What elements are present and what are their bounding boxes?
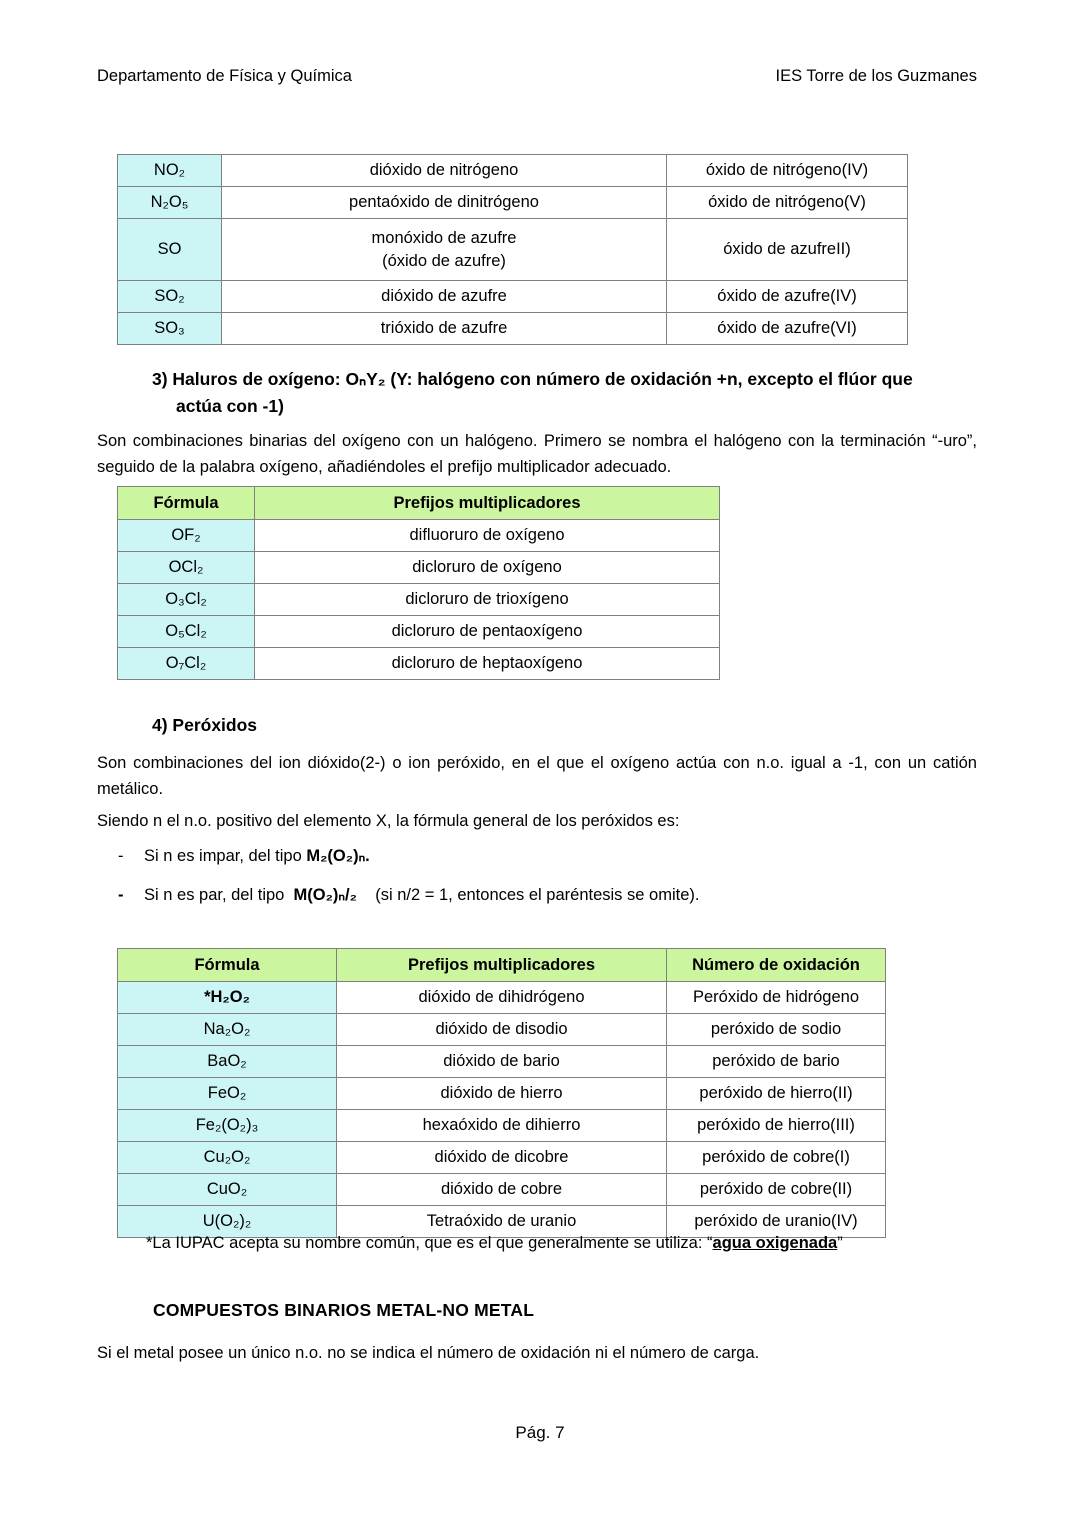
col-header-formula: Fórmula (118, 949, 337, 982)
cell-prefijos: hexaóxido de dihierro (337, 1110, 667, 1142)
table-row (118, 1078, 886, 1110)
cell-formula: Na₂O₂ (118, 1014, 337, 1046)
cell-prefijos: difluoruro de oxígeno (255, 520, 720, 552)
cell-prefijos: dicloruro de trioxígeno (255, 584, 720, 616)
table-row (118, 552, 720, 584)
table-row (118, 313, 908, 345)
bullet-item-odd (118, 843, 370, 869)
cell-prefijos: dicloruro de heptaoxígeno (255, 648, 720, 680)
footnote-text-before: *La IUPAC acepta su nombre común, que es el que generalmente se utiliza: “ (146, 1234, 713, 1252)
section-4-paragraph-2: Siendo n el n.o. positivo del elemento X, la fórmula general de los peróxidos es: (97, 812, 680, 830)
table-row (118, 1110, 886, 1142)
cell-formula: OCl₂ (118, 552, 255, 584)
table-row (118, 584, 720, 616)
cell-formula: SO₂ (118, 281, 222, 313)
header-school: IES Torre de los Guzmanes (775, 67, 977, 85)
cell-formula: Cu₂O₂ (118, 1142, 337, 1174)
cell-formula: SO (118, 219, 222, 281)
bullet-text: Si n es impar, del tipo (144, 847, 307, 865)
bullet-tail: (si n/2 = 1, entonces el paréntesis se omite). (356, 886, 700, 904)
cell-formula: SO₃ (118, 313, 222, 345)
table-row (118, 1174, 886, 1206)
cell-formula: FeO₂ (118, 1078, 337, 1110)
table-row (118, 616, 720, 648)
cell-prefijos: dióxido de dicobre (337, 1142, 667, 1174)
bullet-formula: M(O₂)ₙ/₂ (293, 886, 357, 904)
table-row (118, 1014, 886, 1046)
oxides-table (117, 154, 908, 345)
table-row (118, 281, 908, 313)
section-3-heading-line1: 3) Haluros de oxígeno: OₙY₂ (Y: halógeno con número de oxidación +n, excepto el flúor que (152, 369, 913, 389)
cell-prefijos: Tetraóxido de uranio (337, 1206, 667, 1238)
bullet-dash: - (118, 847, 124, 865)
cell-prefijos-line1: monóxido de azufre (371, 228, 517, 247)
section-5-title: COMPUESTOS BINARIOS METAL-NO METAL (153, 1300, 535, 1320)
table-row (118, 155, 908, 187)
cell-prefijos: dióxido de disodio (337, 1014, 667, 1046)
cell-prefijos: pentaóxido de dinitrógeno (222, 187, 667, 219)
cell-prefijos: dióxido de bario (337, 1046, 667, 1078)
cell-formula: N₂O₅ (118, 187, 222, 219)
cell-oxidacion: peróxido de uranio(IV) (667, 1206, 886, 1238)
cell-formula: Fe₂(O₂)₃ (118, 1110, 337, 1142)
table-header-row (118, 949, 886, 982)
col-header-prefijos: Prefijos multiplicadores (337, 949, 667, 982)
cell-oxidacion: peróxido de cobre(II) (667, 1174, 886, 1206)
cell-oxidacion: peróxido de cobre(I) (667, 1142, 886, 1174)
bullet-formula: M₂(O₂)ₙ. (306, 847, 370, 865)
cell-prefijos: dióxido de dihidrógeno (337, 982, 667, 1014)
section-3-paragraph: Son combinaciones binarias del oxígeno con un halógeno. Primero se nombra el halógeno con la terminación “-uro”, seguido de la palabra oxígeno, añadiéndoles el prefijo multiplicador adecuado. (97, 432, 977, 476)
section-4-paragraph-1: Son combinaciones del ion dióxido(2-) o ion peróxido, en el que el oxígeno actúa con n.o. igual a -1, con un catión metálico. (97, 754, 977, 798)
col-header-formula: Fórmula (118, 487, 255, 520)
section-4-heading: 4) Peróxidos (152, 715, 258, 735)
cell-formula: U(O₂)₂ (118, 1206, 337, 1238)
footnote-emphasis: agua oxigenada (712, 1234, 838, 1252)
cell-prefijos: dióxido de cobre (337, 1174, 667, 1206)
peroxides-table (117, 948, 886, 1238)
cell-stock: óxido de nitrógeno(IV) (667, 155, 908, 187)
page-number-footer: Pág. 7 (515, 1423, 565, 1442)
table-row (118, 1046, 886, 1078)
cell-prefijos: dióxido de hierro (337, 1078, 667, 1110)
col-header-oxidacion: Número de oxidación (667, 949, 886, 982)
cell-prefijos: dicloruro de pentaoxígeno (255, 616, 720, 648)
col-header-prefijos: Prefijos multiplicadores (255, 487, 720, 520)
section-5-paragraph: Si el metal posee un único n.o. no se indica el número de oxidación ni el número de carga. (97, 1344, 760, 1362)
table-row (118, 520, 720, 552)
cell-prefijos-line2: (óxido de azufre) (382, 251, 506, 270)
cell-formula: *H₂O₂ (118, 982, 337, 1014)
bullet-text: Si n es par, del tipo (144, 886, 294, 904)
cell-formula: CuO₂ (118, 1174, 337, 1206)
cell-oxidacion: Peróxido de hidrógeno (667, 982, 886, 1014)
cell-formula: O₃Cl₂ (118, 584, 255, 616)
footnote-text-after: ” (837, 1234, 843, 1252)
section-3-heading (152, 366, 982, 420)
bullet-dash: - (118, 886, 124, 904)
cell-formula: BaO₂ (118, 1046, 337, 1078)
cell-formula: O₅Cl₂ (118, 616, 255, 648)
cell-prefijos: dicloruro de oxígeno (255, 552, 720, 584)
cell-oxidacion: peróxido de sodio (667, 1014, 886, 1046)
cell-oxidacion: peróxido de bario (667, 1046, 886, 1078)
cell-prefijos: dióxido de nitrógeno (222, 155, 667, 187)
cell-stock: óxido de azufre(VI) (667, 313, 908, 345)
cell-prefijos (222, 219, 667, 281)
cell-formula: NO₂ (118, 155, 222, 187)
cell-prefijos: trióxido de azufre (222, 313, 667, 345)
section-3-heading-line2: actúa con -1) (176, 396, 284, 416)
table-row (118, 187, 908, 219)
cell-stock: óxido de nitrógeno(V) (667, 187, 908, 219)
iupac-footnote (146, 1231, 843, 1255)
cell-prefijos: dióxido de azufre (222, 281, 667, 313)
cell-stock: óxido de azufre(IV) (667, 281, 908, 313)
cell-formula: OF₂ (118, 520, 255, 552)
table-header-row (118, 487, 720, 520)
document-header (97, 66, 977, 86)
table-row (118, 648, 720, 680)
haluros-table (117, 486, 720, 680)
cell-oxidacion: peróxido de hierro(II) (667, 1078, 886, 1110)
header-department: Departamento de Física y Química (97, 67, 352, 85)
table-row (118, 1142, 886, 1174)
table-row (118, 982, 886, 1014)
cell-formula: O₇Cl₂ (118, 648, 255, 680)
cell-oxidacion: peróxido de hierro(III) (667, 1110, 886, 1142)
table-row (118, 219, 908, 281)
bullet-item-even (118, 882, 699, 908)
cell-stock: óxido de azufreII) (667, 219, 908, 281)
